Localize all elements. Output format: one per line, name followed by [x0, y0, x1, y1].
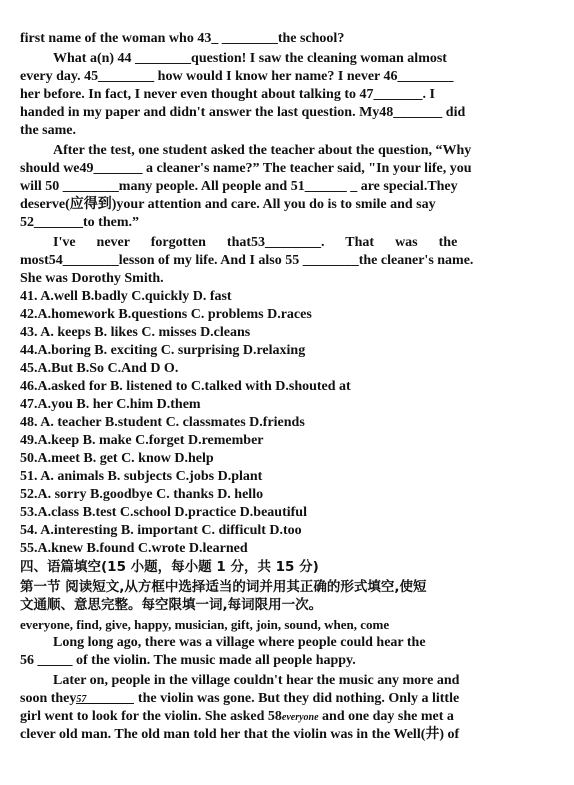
option-row-47: 47.A.you B. her C.him D.them	[20, 397, 201, 412]
passage2-line-5-end: and one day she met a	[322, 709, 454, 724]
option-row-42: 42.A.homework B.questions C. problems D.races	[20, 307, 312, 322]
option-row-48: 48. A. teacher B.student C. classmates D.friends	[20, 415, 305, 430]
answer-blank-57	[76, 690, 134, 704]
passage1-line-9: will 50 ________many people. All people and 51______ _ are special.They	[20, 179, 458, 194]
option-row-55: 55.A.knew B.found C.wrote D.learned	[20, 541, 248, 556]
passage1-line-7: After the test, one student asked the teacher about the question, “Why	[53, 143, 472, 158]
passage2-line-5	[20, 708, 574, 727]
passage2-line-1: Long long ago, there was a village where people could hear the	[53, 635, 426, 650]
blank-number-57: 57	[76, 694, 87, 705]
option-row-51: 51. A. animals B. subjects C.jobs D.plant	[20, 469, 263, 484]
section-instruction-1: 第一节 阅读短文,从方框中选择适当的词并用其正确的形式填空,使短	[20, 579, 427, 595]
option-row-49: 49.A.keep B. make C.forget D.remember	[20, 433, 264, 448]
passage2-line-3: Later on, people in the village couldn't hear the music any more and	[53, 673, 460, 688]
passage1-line-8: should we49_______ a cleaner's name?” The teacher said, "In your life, you	[20, 161, 472, 176]
option-row-44: 44.A.boring B. exciting C. surprising D.relaxing	[20, 343, 306, 358]
passage1-line-3: every day. 45________ how would I know her name? I never 46________	[20, 69, 454, 84]
option-row-54: 54. A.interesting B. important C. difficult D.too	[20, 523, 302, 538]
passage2-line-4	[20, 690, 574, 708]
passage1-line-5: handed in my paper and didn't answer the last question. My48_______ did	[20, 105, 466, 120]
passage2-line-4-end: the violin was gone. But they did nothing. Only a little	[137, 691, 460, 706]
section-heading: 四、语篇填空(15 小题，每小题 1 分，共 15 分)	[20, 559, 319, 575]
passage1-line-11: 52_______to them.”	[20, 215, 139, 230]
passage1-line-12: I've never forgotten that53________. That was the	[53, 235, 458, 250]
passage2-line-2: 56 _____ of the violin. The music made all people happy.	[20, 653, 356, 668]
option-row-53: 53.A.class B.test C.school D.practice D.beautiful	[20, 505, 307, 520]
passage1-line-13: most54________lesson of my life. And I also 55 ________the cleaner's name.	[20, 253, 474, 268]
passage1-line-1: first name of the woman who 43_ ________the school?	[20, 31, 345, 46]
section-instruction-2: 文通顺、意思完整。每空限填一词,每词限用一次。	[20, 597, 323, 613]
passage1-line-10: deserve(应得到)your attention and care. All you do is to smile and say	[20, 197, 436, 212]
option-row-43: 43. A. keeps B. likes C. misses D.cleans	[20, 325, 251, 340]
passage2-line-4-start: soon they	[20, 691, 77, 706]
option-row-41: 41. A.well B.badly C.quickly D. fast	[20, 289, 232, 304]
passage1-line-14: She was Dorothy Smith.	[20, 271, 164, 286]
passage2-line-6: clever old man. The old man told her that the violin was in the Well(井) of	[20, 727, 460, 742]
word-box: everyone, find, give, happy, musician, gift, join, sound, when, come	[20, 617, 390, 632]
passage1-line-4: her before. In fact, I never even thought about talking to 47_______. I	[20, 87, 435, 102]
passage1-line-6: the same.	[20, 123, 76, 138]
option-row-45: 45.A.But B.So C.And D O.	[20, 361, 179, 376]
option-row-46: 46.A.asked for B. listened to C.talked with D.shouted at	[20, 379, 351, 394]
passage1-line-2: What a(n) 44 ________question! I saw the cleaning woman almost	[53, 51, 447, 66]
passage2-line-5-start: girl went to look for the violin. She asked 58	[20, 709, 282, 724]
handwritten-answer-58: everyone	[281, 712, 319, 723]
option-row-50: 50.A.meet B. get C. know D.help	[20, 451, 214, 466]
option-row-52: 52.A. sorry B.goodbye C. thanks D. hello	[20, 487, 264, 502]
